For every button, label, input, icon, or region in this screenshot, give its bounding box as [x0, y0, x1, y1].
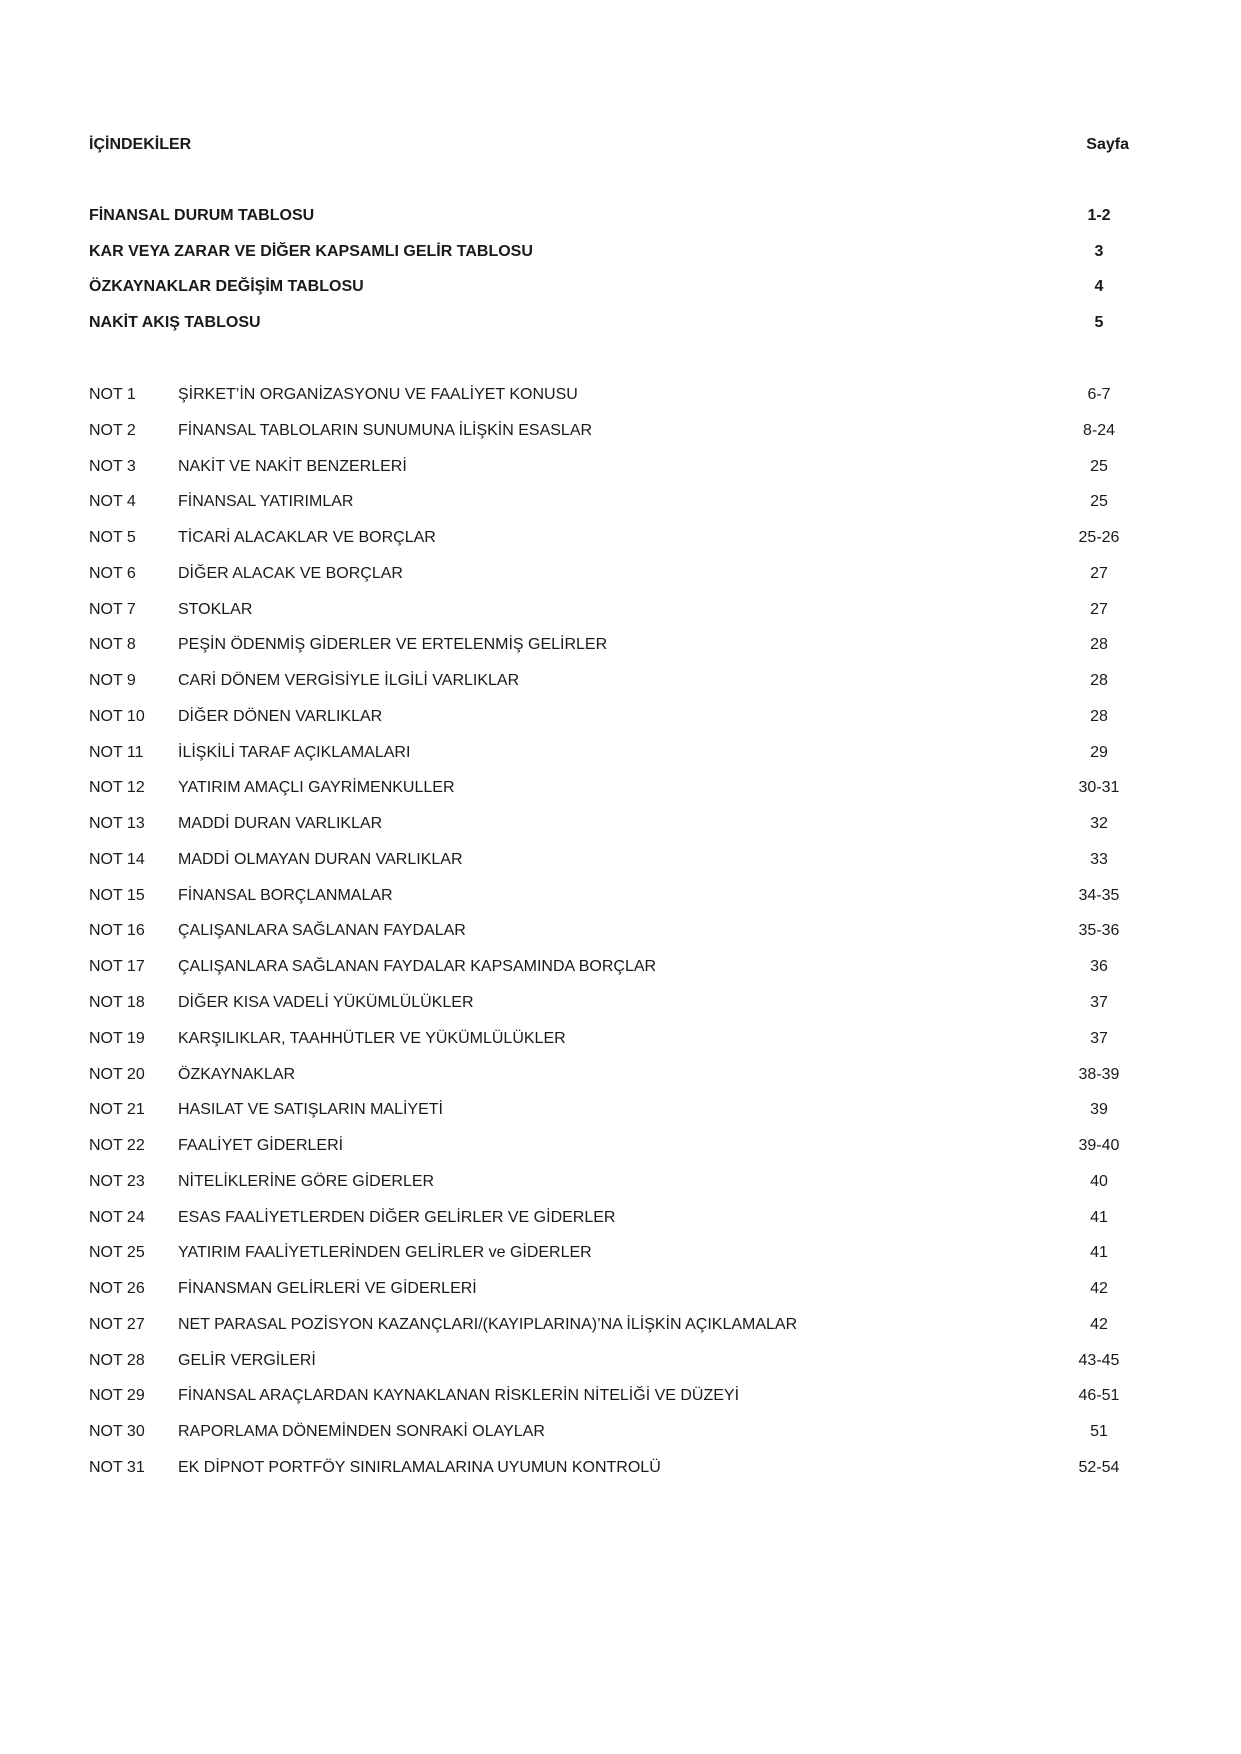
note-row: [89, 1316, 1129, 1352]
note-title: ŞİRKET’İN ORGANİZASYONU VE FAALİYET KONUSU: [178, 386, 578, 403]
note-page: 32: [1090, 815, 1108, 833]
note-number: NOT 5: [89, 529, 136, 547]
note-row: [89, 386, 1129, 422]
note-row: [89, 565, 1129, 601]
note-row: [89, 1423, 1129, 1459]
note-title: MADDİ DURAN VARLIKLAR: [178, 815, 383, 833]
statement-title: KAR VEYA ZARAR VE DİĞER KAPSAMLI GELİR TABLOSU: [89, 242, 533, 260]
note-title: PEŞİN ÖDENMİŞ GİDERLER VE ERTELENMİŞ GELİRLER: [178, 636, 608, 654]
note-page: 29: [1090, 743, 1108, 761]
statement-page: 1-2: [1087, 207, 1111, 224]
note-title: CARİ DÖNEM VERGİSİYLE İLGİLİ VARLIKLAR: [178, 672, 520, 690]
note-page: 8-24: [1082, 421, 1116, 439]
statements-list: [89, 207, 1129, 350]
note-title: ÖZKAYNAKLAR: [178, 1065, 296, 1083]
note-row: [89, 1137, 1129, 1173]
note-title: FİNANSMAN GELİRLERİ VE GİDERLERİ: [178, 1280, 477, 1298]
note-page: 41: [1090, 1244, 1108, 1262]
note-page: 30-31: [1078, 779, 1120, 797]
note-page: 25-26: [1078, 529, 1120, 547]
note-title: GELİR VERGİLERİ: [178, 1351, 316, 1369]
note-title: RAPORLAMA DÖNEMİNDEN SONRAKİ OLAYLAR: [178, 1423, 545, 1441]
statement-title: NAKİT AKIŞ TABLOSU: [89, 314, 261, 332]
note-title: YATIRIM FAALİYETLERİNDEN GELİRLER ve GİDERLER: [178, 1244, 592, 1262]
note-page: 40: [1090, 1172, 1108, 1190]
note-title: NİTELİKLERİNE GÖRE GİDERLER: [178, 1172, 435, 1190]
note-title: FİNANSAL YATIRIMLAR: [178, 493, 354, 511]
toc-page: [89, 0, 1129, 1754]
note-page: 46-51: [1078, 1387, 1120, 1405]
note-number: NOT 26: [89, 1280, 145, 1298]
note-title: MADDİ OLMAYAN DURAN VARLIKLAR: [178, 850, 463, 868]
note-page: 42: [1090, 1315, 1108, 1333]
note-row: [89, 458, 1129, 494]
note-page: 39-40: [1078, 1137, 1120, 1155]
note-row: [89, 1066, 1129, 1102]
note-page: 35-36: [1078, 922, 1120, 940]
note-title: NAKİT VE NAKİT BENZERLERİ: [178, 457, 407, 475]
note-page: 39: [1090, 1101, 1108, 1119]
note-row: [89, 636, 1129, 672]
note-row: [89, 1459, 1129, 1495]
note-number: NOT 30: [89, 1423, 145, 1441]
note-page: 25: [1090, 457, 1108, 475]
note-number: NOT 2: [89, 421, 136, 439]
note-row: [89, 1387, 1129, 1423]
note-number: NOT 7: [89, 600, 136, 618]
note-number: NOT 24: [89, 1208, 145, 1226]
statement-page: 3: [1094, 242, 1104, 260]
note-page: 36: [1090, 958, 1108, 976]
note-number: NOT 16: [89, 922, 145, 940]
note-number: NOT 17: [89, 958, 145, 976]
note-number: NOT 12: [89, 779, 145, 797]
note-number: NOT 31: [89, 1458, 145, 1476]
note-number: NOT 1: [89, 386, 136, 403]
note-row: [89, 529, 1129, 565]
note-title: FİNANSAL BORÇLANMALAR: [178, 886, 393, 904]
note-page: 43-45: [1078, 1351, 1120, 1369]
note-row: [89, 1244, 1129, 1280]
note-number: NOT 14: [89, 850, 145, 868]
toc-title: İÇİNDEKİLER: [89, 136, 192, 153]
note-page: 37: [1090, 994, 1108, 1012]
note-page: 27: [1090, 564, 1108, 582]
note-number: NOT 18: [89, 994, 145, 1012]
statement-row: [89, 278, 1129, 314]
note-number: NOT 23: [89, 1172, 145, 1190]
statement-row: [89, 314, 1129, 350]
note-page: 37: [1090, 1029, 1108, 1047]
note-row: [89, 1030, 1129, 1066]
note-page: 28: [1090, 672, 1108, 690]
note-number: NOT 15: [89, 886, 145, 904]
statement-row: [89, 243, 1129, 279]
note-number: NOT 13: [89, 815, 145, 833]
note-row: [89, 708, 1129, 744]
note-page: 34-35: [1078, 886, 1120, 904]
note-page: 27: [1090, 600, 1108, 618]
note-row: [89, 958, 1129, 994]
note-title: STOKLAR: [178, 600, 253, 618]
statement-title: FİNANSAL DURUM TABLOSU: [89, 207, 315, 224]
note-row: [89, 601, 1129, 637]
note-number: NOT 4: [89, 493, 136, 511]
notes-list: [89, 386, 1129, 1495]
page-column-label: Sayfa: [1086, 136, 1129, 153]
statement-page: 4: [1094, 278, 1104, 296]
note-title: EK DİPNOT PORTFÖY SINIRLAMALARINA UYUMUN KONTROLÜ: [178, 1458, 661, 1476]
note-page: 6-7: [1087, 386, 1111, 403]
note-title: DİĞER DÖNEN VARLIKLAR: [178, 707, 383, 725]
note-title: TİCARİ ALACAKLAR VE BORÇLAR: [178, 529, 436, 547]
note-number: NOT 22: [89, 1137, 145, 1155]
note-title: FİNANSAL ARAÇLARDAN KAYNAKLANAN RİSKLERİN NİTELİĞİ VE DÜZEYİ: [178, 1387, 740, 1405]
note-row: [89, 851, 1129, 887]
note-title: DİĞER KISA VADELİ YÜKÜMLÜLÜKLER: [178, 994, 474, 1012]
note-title: DİĞER ALACAK VE BORÇLAR: [178, 564, 403, 582]
note-title: ESAS FAALİYETLERDEN DİĞER GELİRLER VE GİDERLER: [178, 1208, 616, 1226]
statement-title: ÖZKAYNAKLAR DEĞİŞİM TABLOSU: [89, 278, 364, 296]
note-row: [89, 815, 1129, 851]
note-number: NOT 20: [89, 1065, 145, 1083]
note-page: 38-39: [1078, 1065, 1120, 1083]
note-number: NOT 29: [89, 1387, 145, 1405]
note-row: [89, 1352, 1129, 1388]
note-page: 52-54: [1078, 1458, 1120, 1476]
note-row: [89, 422, 1129, 458]
note-number: NOT 8: [89, 636, 136, 654]
note-number: NOT 11: [89, 743, 144, 761]
note-row: [89, 1101, 1129, 1137]
note-title: FİNANSAL TABLOLARIN SUNUMUNA İLİŞKİN ESASLAR: [178, 421, 593, 439]
note-row: [89, 744, 1129, 780]
note-row: [89, 1173, 1129, 1209]
note-row: [89, 493, 1129, 529]
note-number: NOT 28: [89, 1351, 145, 1369]
note-number: NOT 6: [89, 564, 136, 582]
note-page: 51: [1090, 1423, 1108, 1441]
note-page: 28: [1090, 707, 1108, 725]
note-number: NOT 9: [89, 672, 136, 690]
note-row: [89, 1209, 1129, 1245]
note-number: NOT 27: [89, 1315, 145, 1333]
note-number: NOT 21: [89, 1101, 145, 1119]
note-row: [89, 672, 1129, 708]
note-title: İLİŞKİLİ TARAF AÇIKLAMALARI: [178, 743, 411, 761]
toc-header: [89, 136, 1129, 160]
statement-row: [89, 207, 1129, 243]
note-page: 42: [1090, 1280, 1108, 1298]
note-number: NOT 25: [89, 1244, 145, 1262]
note-row: [89, 1280, 1129, 1316]
note-page: 28: [1090, 636, 1108, 654]
note-title: ÇALIŞANLARA SAĞLANAN FAYDALAR KAPSAMINDA BORÇLAR: [178, 958, 657, 976]
note-title: HASILAT VE SATIŞLARIN MALİYETİ: [178, 1101, 443, 1119]
note-page: 33: [1090, 850, 1108, 868]
note-row: [89, 922, 1129, 958]
note-number: NOT 10: [89, 707, 145, 725]
note-number: NOT 19: [89, 1029, 145, 1047]
note-row: [89, 994, 1129, 1030]
note-title: KARŞILIKLAR, TAAHHÜTLER VE YÜKÜMLÜLÜKLER: [178, 1029, 566, 1047]
note-title: NET PARASAL POZİSYON KAZANÇLARI/(KAYIPLARINA)’NA İLİŞKİN AÇIKLAMALAR: [178, 1315, 798, 1333]
note-row: [89, 887, 1129, 923]
note-title: YATIRIM AMAÇLI GAYRİMENKULLER: [178, 779, 455, 797]
note-page: 25: [1090, 493, 1108, 511]
note-number: NOT 3: [89, 457, 136, 475]
note-title: ÇALIŞANLARA SAĞLANAN FAYDALAR: [178, 922, 466, 940]
statement-page: 5: [1094, 314, 1104, 332]
note-title: FAALİYET GİDERLERİ: [178, 1137, 344, 1155]
note-row: [89, 779, 1129, 815]
note-page: 41: [1090, 1208, 1108, 1226]
